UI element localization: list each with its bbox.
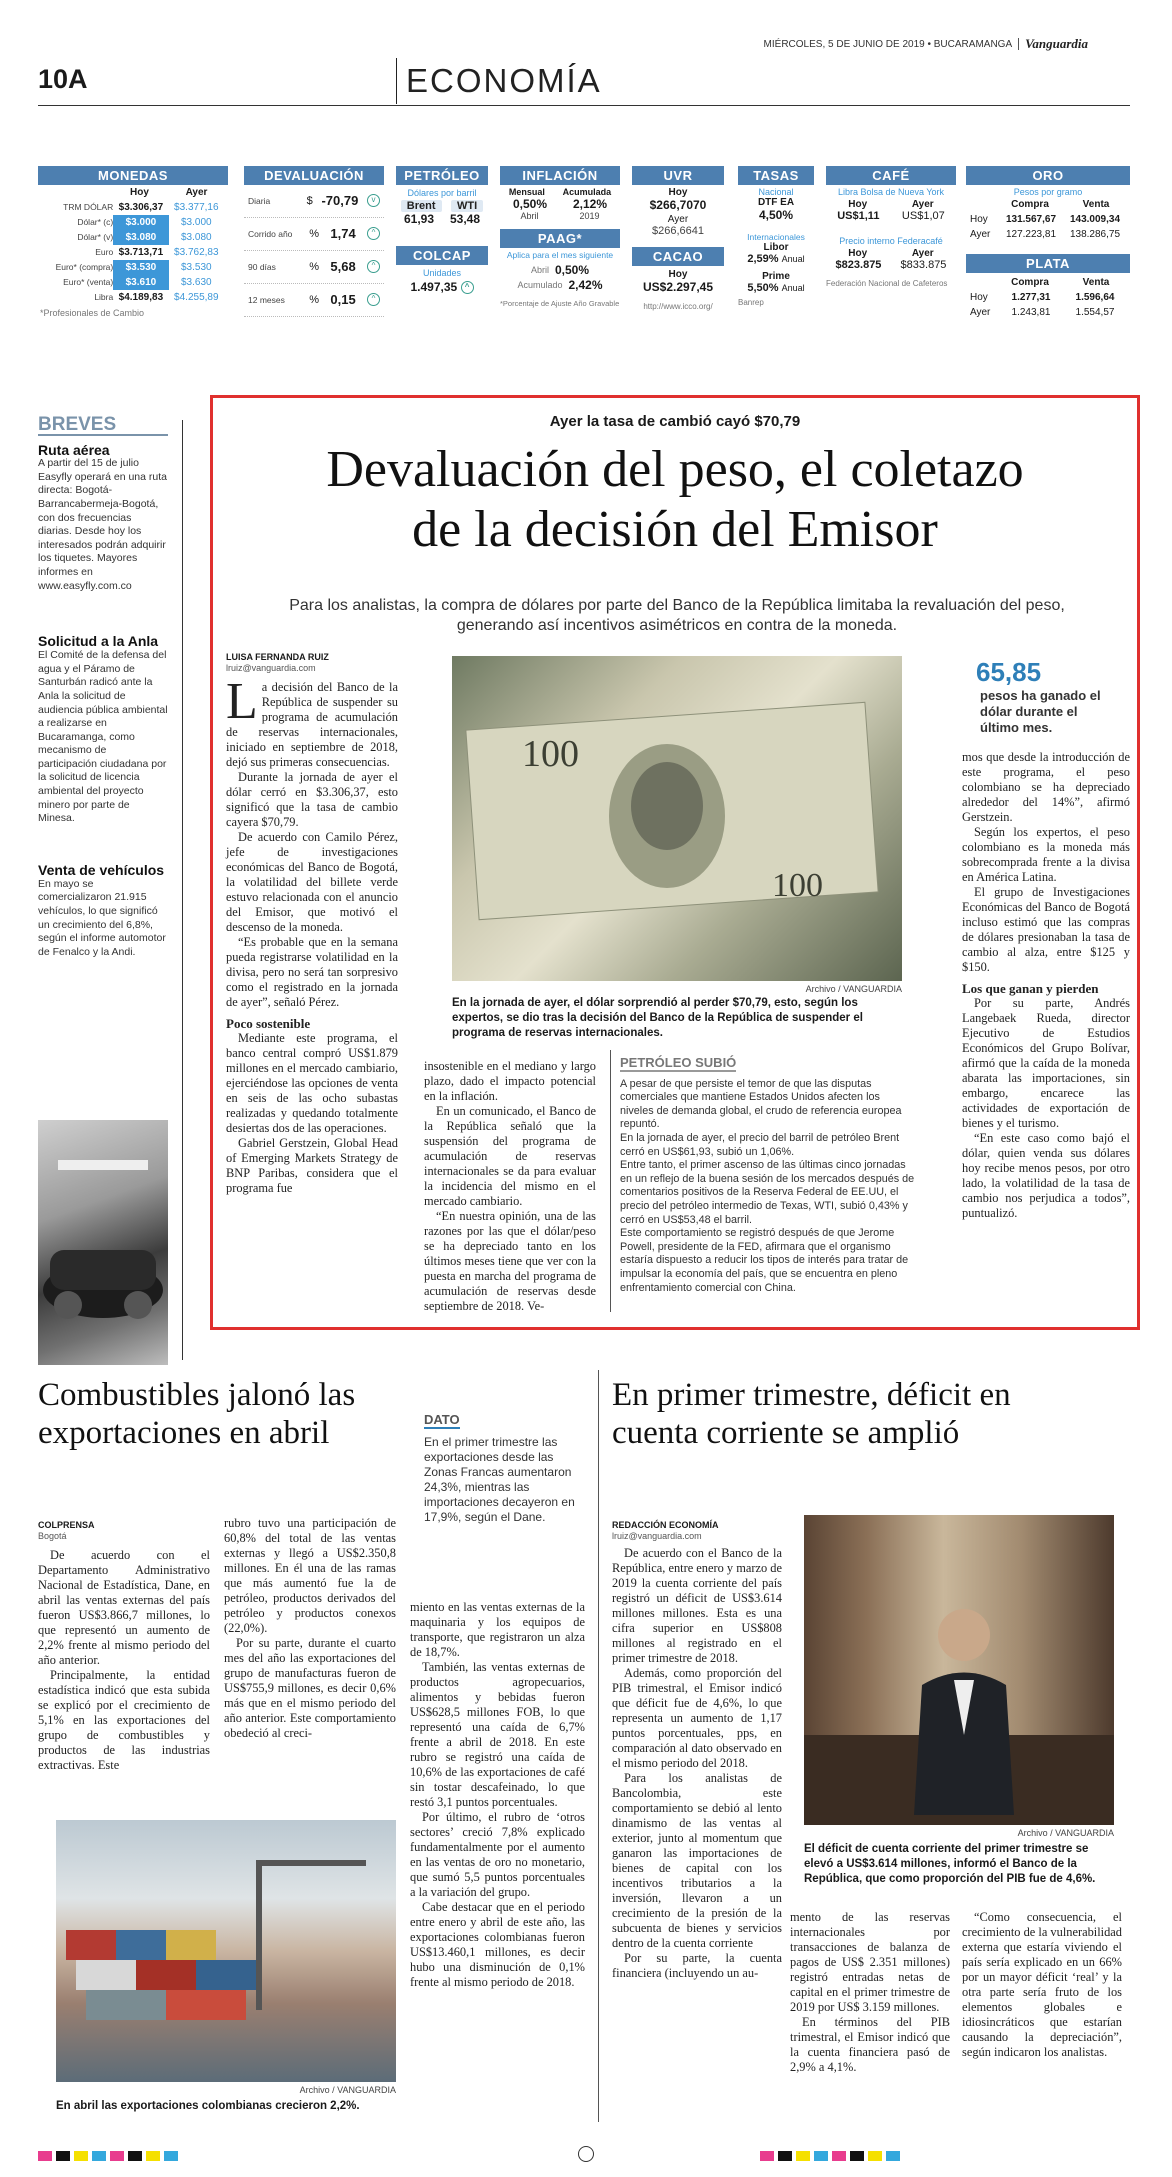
- deficit-col-1: [612, 1546, 782, 1981]
- libor-label: Libor: [763, 242, 789, 253]
- monedas-row-ayer: $3.377,16: [174, 202, 219, 213]
- dollar-bill-icon: [452, 656, 902, 981]
- main-author: LUISA FERNANDA RUIZ: [226, 652, 329, 662]
- deficit-byline: [612, 1520, 719, 1542]
- section-divider: [396, 58, 397, 104]
- inflacion-mensual: 0,50%: [512, 197, 548, 211]
- breve-3-title: Venta de vehículos: [38, 861, 165, 878]
- uvr-hoy: $266,7070: [649, 198, 707, 212]
- up-arrow-icon: ^: [367, 260, 380, 273]
- main-photo-caption: En la jornada de ayer, el dólar sorprendió al perder $70,79, esto, según los expertos, se dio tras la decisión del Banco de la República de suspender el programa de reservas internacionales.: [452, 997, 863, 1039]
- bottom-section-divider: [598, 1370, 599, 2122]
- main-headline-line1: Devaluación del peso, el coletazo: [326, 441, 1024, 498]
- box-p4: Este comportamiento se registró después de que Jerome Powell, presidente de la FED, afirmara que el organismo estaría dispuesto a reducir los tipos de interés para tratar de impulsar la economía del país, que se encuentra en pleno enfrentamiento comercial con China.: [620, 1227, 909, 1294]
- devaluacion-row-prefix: %: [309, 228, 320, 240]
- deficit-email: lruiz@vanguardia.com: [612, 1531, 702, 1541]
- petroleo-box-divider: [610, 1050, 611, 1312]
- brent-label: Brent: [401, 200, 442, 212]
- petroleo-title: PETRÓLEO: [396, 166, 488, 185]
- inflacion-title: INFLACIÓN: [500, 166, 620, 185]
- cafe-hoy2: $823.875: [835, 259, 882, 271]
- deficit-photo: [804, 1515, 1114, 1825]
- deficit-p6: En términos del PIB trimestral, el Emisor indicó que la cuenta financiera pasó de 2,9% a 4,1%.: [790, 2015, 950, 2074]
- main-p4: “Es probable que en la semana pueda registrarse volatilidad en la divisa, pero no será tan sorpresivo como el registrado en la jornada de ayer”, señaló Pérez.: [226, 935, 398, 1009]
- main-p3: De acuerdo con Camilo Pérez, jefe de investigaciones económicas del Banco de Bogotá, la volatilidad del billete verde estuvo relacionada con el anuncio del Emisor, que motivó el descenso de la moneda.: [226, 830, 398, 934]
- combustibles-author: COLPRENSA: [38, 1520, 95, 1530]
- devaluacion-row-prefix: %: [309, 261, 320, 273]
- breve-1-body: A partir del 15 de julio Easyfly operará en una ruta directa: Bogotá-Barrancabermeja-Bogotá, con dos frecuencias diarias. Desde hoy los interesados podrán adquirir los tiquetes. Mayores informes en www.easyfly.com.co: [38, 457, 167, 592]
- devaluacion-row-label: 12 meses: [248, 295, 285, 305]
- deficit-col-2: [790, 1910, 950, 2075]
- tasas-nacional: Nacional: [758, 187, 794, 197]
- box-p1: A pesar de que persiste el temor de que las disputas comerciales que mantiene Estados Unidos afecten los niveles de demanda global, el crudo de referencia europea repuntó.: [620, 1077, 902, 1131]
- monedas-row-label: Euro: [95, 247, 114, 257]
- combustibles-p6: También, las ventas externas de productos agropecuarios, alimentos y bebidas fueron US$628,5 millones FOB, lo que representó una caída de 6,7% frente a abril de 2018. En este rubro se registró una caída de 10,6% de las exportaciones de café sin tostar descafeinado, lo que restó 3,1 puntos porcentuales.: [410, 1660, 585, 1809]
- plata-venta-label: Venta: [1082, 277, 1110, 288]
- monedas-row-hoy: $3.530: [113, 260, 168, 275]
- wti-label: WTI: [451, 200, 483, 212]
- main-photo: [452, 656, 902, 981]
- inflacion-mes: Abril: [520, 211, 539, 221]
- monedas-row-label: TRM DÓLAR: [63, 202, 114, 212]
- main-p7: insostenible en el mediano y largo plazo, dado el impacto potencial en la inflación.: [424, 1059, 596, 1103]
- libor-unit: Anual: [781, 254, 805, 264]
- paag-acumulado: 2,42%: [568, 278, 603, 292]
- devaluacion-row: [244, 284, 384, 317]
- breve-3-body: En mayo se comercializaron 21.915 vehículos, lo que significó un crecimiento del 6,8%, según el informe automotor de Fenalco y la Andi.: [38, 877, 166, 958]
- main-subhead-2: Los que ganan y pierden: [962, 981, 1099, 996]
- man-in-suit-icon: [804, 1515, 1114, 1825]
- paag-sub: Aplica para el mes siguiente: [506, 250, 614, 260]
- inflacion-acumulada: 2,12%: [572, 197, 608, 211]
- combustibles-headline-line1: Combustibles jalonó las: [38, 1377, 356, 1413]
- wti-value: 53,48: [449, 212, 481, 226]
- plata-ayer-venta: 1.554,57: [1075, 307, 1115, 318]
- oro-ayer-venta: 138.286,75: [1069, 229, 1121, 240]
- cafe-ayer2-label: Ayer: [911, 248, 934, 259]
- deficit-photo-credit: Archivo / VANGUARDIA: [1017, 1828, 1114, 1838]
- svg-text:100: 100: [772, 867, 823, 904]
- monedas-row: [38, 290, 228, 305]
- plata-hoy-compra: 1.277,31: [1011, 292, 1051, 303]
- stat-value: 65,85: [976, 657, 1042, 687]
- monedas-row: [38, 215, 228, 230]
- inflacion-acumulada-label: Acumulada: [562, 187, 612, 197]
- cafe-sub2: Precio interno Federacafé: [839, 236, 943, 246]
- plata-hoy-label: Hoy: [970, 292, 988, 303]
- devaluacion-row: [244, 218, 384, 251]
- inflacion-mensual-label: Mensual: [508, 187, 545, 197]
- deficit-headline-line1: En primer trimestre, déficit en: [612, 1377, 1011, 1413]
- brand-logo: Vanguardia: [1025, 36, 1088, 51]
- petroleo-sidebar-title: PETRÓLEO SUBIÓ: [620, 1055, 737, 1070]
- uvr-ayer: $266,6641: [652, 225, 704, 237]
- combustibles-p3: rubro tuvo una participación de 60,8% del total de las ventas externas y llegó a US$2.350,8 millones. En él una de las ramas que más aumentó fue la de petróleo, productos derivados del petróleo y productos conexos (22,0%).: [224, 1516, 396, 1635]
- deficit-p4: Por su parte, la cuenta financiera (incluyendo un au-: [612, 1951, 782, 1980]
- devaluacion-title: DEVALUACIÓN: [244, 166, 384, 185]
- colcap-unit: Unidades: [422, 268, 462, 278]
- tasas-internacionales: Internacionales: [747, 232, 805, 242]
- oro-title: ORO: [966, 166, 1130, 185]
- plata-hoy-venta: 1.596,64: [1075, 292, 1115, 303]
- combustibles-photo-credit: Archivo / VANGUARDIA: [299, 2085, 396, 2095]
- drop-cap: L: [226, 673, 258, 730]
- main-deck: Para los analistas, la compra de dólares por parte del Banco de la República limitaba la revaluación del peso, generando así incentivos asimétricos en contra de la moneda.: [289, 597, 1065, 634]
- paag-abril: 0,50%: [554, 263, 590, 277]
- monedas-note: *Profesionales de Cambio: [40, 308, 145, 318]
- combustibles-headline-line2: exportaciones en abril: [38, 1415, 330, 1451]
- main-p14: “En este caso como bajó el dólar, quien venda sus dólares hoy recibe menos pesos, por otro lado, la volatilidad de la tasa de cambio nos perjudica a todos”, puntualizó.: [962, 1131, 1130, 1220]
- deficit-p7: “Como consecuencia, el crecimiento de la vulnerabilidad externa que estaría viviendo el país sería explicado en un 66% por un mayor déficit ‘real’ y la otra parte sería fruto de los elementos globales e idiosincráticos que estarían causando la depreciación”, según indicaron los analistas.: [962, 1910, 1122, 2059]
- main-p13: Por su parte, Andrés Langebaek Rueda, director Ejecutivo de Estudios Económicos del Grupo Bolívar, afirmó que la caída de la moneda abarata las importaciones, sin embargo, encarece las actividades de exportación de bienes y el turismo.: [962, 996, 1130, 1130]
- deficit-author: REDACCIÓN ECONOMÍA: [612, 1520, 719, 1530]
- monedas-row-hoy: $3.713,71: [118, 247, 164, 258]
- plata-title: PLATA: [966, 254, 1130, 273]
- main-p1: a decisión del Banco de la República de suspender su programa de acumulación de reservas internacionales, iniciado en septiembre de 2018, dejó sus primeras consecuencias.: [226, 680, 398, 769]
- cafe-hoy: US$1,11: [837, 210, 880, 222]
- oro-hoy-venta: 143.009,34: [1069, 214, 1121, 225]
- monedas-row-ayer: $3.080: [181, 232, 212, 243]
- plata-compra-label: Compra: [1011, 277, 1049, 288]
- cafe-ayer-label: Ayer: [911, 199, 934, 210]
- monedas-row: [38, 245, 228, 260]
- combustibles-p5: miento en las ventas externas de la maquinaria y los equipos de transporte, que registraron un alza de 18,7%.: [410, 1600, 585, 1659]
- main-kicker: Ayer la tasa de cambió cayó $70,79: [549, 413, 801, 430]
- monedas-row-label: Dólar* (c): [77, 217, 114, 227]
- deficit-photo-caption: El déficit de cuenta corriente del primer trimestre se elevó a US$3.614 millones, informó el Banco de la República, que como proporción del PIB fue de 4,6%.: [804, 1843, 1096, 1885]
- main-col-4: [962, 750, 1130, 1221]
- monedas-rows: [38, 200, 228, 305]
- oro-venta-label: Venta: [1082, 199, 1110, 210]
- paag-note: *Porcentaje de Ajuste Año Gravable: [500, 299, 620, 308]
- header-rule: [38, 105, 1130, 106]
- oro-ayer-label: Ayer: [970, 229, 991, 240]
- cacao-title: CACAO: [632, 247, 724, 266]
- devaluacion-row-value: 1,74: [330, 226, 356, 241]
- combustibles-p8: Cabe destacar que en el periodo entre enero y abril de este año, las exportaciones colombianas fueron US$13.460,1 millones, es decir hubo una disminución de 0,1% frente al mismo periodo de 2018.: [410, 1900, 585, 1989]
- tasas-box: [738, 166, 814, 349]
- devaluacion-row-label: 90 días: [248, 262, 276, 272]
- cafe-ayer: US$1,07: [901, 210, 945, 222]
- uvr-ayer-label: Ayer: [667, 214, 689, 225]
- libor-value: 2,59%: [747, 253, 779, 265]
- oro-box: [966, 166, 1130, 349]
- monedas-row-label: Euro* (compra): [55, 262, 114, 272]
- monedas-row-hoy: $3.080: [113, 230, 168, 245]
- box-p2: En la jornada de ayer, el precio del barril de petróleo Brent cerró en US$61,93, subió un 1,06%.: [620, 1131, 900, 1158]
- print-color-bar-left: [38, 2150, 182, 2164]
- combustibles-col-1: [38, 1548, 210, 1773]
- breve-1-title: Ruta aérea: [38, 441, 110, 458]
- deficit-headline-line2: cuenta corriente se amplió: [612, 1415, 960, 1451]
- dato-label: DATO: [424, 1412, 460, 1427]
- main-col-1: [226, 673, 398, 1196]
- inflacion-anio: 2019: [579, 211, 600, 221]
- colcap-title: COLCAP: [396, 246, 488, 265]
- paag-abril-label: Abril: [530, 265, 549, 275]
- oro-compra-label: Compra: [1011, 199, 1049, 210]
- tasas-title: TASAS: [738, 166, 814, 185]
- cafe-source: Federación Nacional de Cafeteros: [826, 279, 948, 288]
- devaluacion-row: [244, 251, 384, 284]
- monedas-row-ayer: $3.630: [181, 277, 212, 288]
- deficit-p5: mento de las reservas internacionales por transacciones de balanza de pagos de US$ 2.351 millones) registró entradas netas de capital en el primer trimestre de 2019 por US$ 3.159 millones.: [790, 1910, 950, 2014]
- monedas-row-ayer: $3.762,83: [174, 247, 219, 258]
- devaluacion-row-label: Corrido año: [248, 229, 293, 239]
- up-arrow-icon: ^: [461, 281, 474, 294]
- date-text: MIÉRCOLES, 5 DE JUNIO DE 2019 • BUCARAMANGA: [763, 38, 1013, 50]
- combustibles-p4: Por su parte, durante el cuarto mes del año las exportaciones del grupo de manufacturas fueron de US$755,9 millones, es decir 0,6% más que en el mismo periodo del año anterior. Este comportamiento obedeció al creci-: [224, 1636, 396, 1740]
- devaluacion-row-prefix: $: [306, 195, 313, 207]
- petroleo-box: [396, 166, 488, 349]
- up-arrow-icon: ^: [367, 293, 380, 306]
- main-photo-credit: Archivo / VANGUARDIA: [805, 984, 902, 994]
- dato-text: En el primer trimestre las exportaciones desde las Zonas Francas aumentaron 24,3%, mientras las importaciones decayeron en 17,9%, según el Dane.: [424, 1435, 575, 1524]
- inflacion-box: [500, 166, 620, 349]
- combustibles-byline: [38, 1520, 95, 1542]
- plata-ayer-compra: 1.243,81: [1011, 307, 1051, 318]
- combustibles-col-2: [224, 1516, 396, 1741]
- down-arrow-icon: v: [367, 194, 380, 207]
- monedas-box: [38, 166, 228, 349]
- petroleo-unit: Dólares por barril: [407, 188, 477, 198]
- main-p11: Según los expertos, el peso colombiano es la moneda más sobrecomprada frente a la divisa en América Latina.: [962, 825, 1130, 884]
- devaluacion-row-label: Diaria: [248, 196, 271, 206]
- cacao-source: http://www.icco.org/: [643, 302, 713, 311]
- paag-acumulado-label: Acumulado: [517, 280, 563, 290]
- dtf-label: DTF EA: [757, 197, 795, 208]
- paag-title: PAAG*: [500, 229, 620, 248]
- breves-car-photo: [38, 1120, 168, 1365]
- breves-divider: [182, 420, 183, 1360]
- deficit-p3: Para los analistas de Bancolombia, este comportamiento se debió al lento dinamismo de las ventas al exterior, junto al momentum que ganaron las importaciones de bienes de capital con los incentivos tributarios a la inversión, llevaron a un crecimiento de la presión de la subcuenta de bienes y servicios dentro de la cuenta corriente: [612, 1771, 782, 1950]
- stat-text: pesos ha ganado el dólar durante el último mes.: [980, 688, 1101, 735]
- combustibles-photo: [56, 1820, 396, 2082]
- cacao-hoy: US$2.297,45: [642, 280, 714, 294]
- main-p8: En un comunicado, el Banco de la República señaló que la suspensión del programa de acumulación de reservas internacionales se da para evaluar la incidencia del mismo en el mercado cambiario.: [424, 1104, 596, 1208]
- main-p10: mos que desde la introducción de este programa, el peso colombiano se ha depreciado alrededor del 14%”, afirmó Gerstzein.: [962, 750, 1130, 824]
- page-number: 10A: [38, 64, 88, 94]
- main-headline-line2: de la decisión del Emisor: [412, 501, 938, 558]
- brent-value: 61,93: [403, 212, 435, 226]
- combustibles-p1: De acuerdo con el Departamento Administrativo Nacional de Estadística, Dane, en abril las ventas externas del país fueron US$3.866,7 millones, lo que representó un aumento de 2,2% frente al mismo periodo del año anterior.: [38, 1548, 210, 1667]
- section-title: ECONOMÍA: [406, 62, 602, 99]
- oro-hoy-label: Hoy: [970, 214, 988, 225]
- devaluacion-row-value: 0,15: [330, 292, 356, 307]
- tasas-source: Banrep: [738, 298, 764, 307]
- uvr-hoy-label: Hoy: [668, 187, 688, 198]
- monedas-row: [38, 275, 228, 290]
- uvr-title: UVR: [632, 166, 724, 185]
- main-p2: Durante la jornada de ayer el dólar cerró en $3.306,37, esto significó que la tasa de cambio cayera $70,79.: [226, 770, 398, 829]
- monedas-title: MONEDAS: [38, 166, 228, 185]
- monedas-row-label: Euro* (venta): [63, 277, 114, 287]
- cafe-hoy-label: Hoy: [848, 199, 868, 210]
- main-p5: Mediante este programa, el banco central compró US$1.879 millones en el mercado cambiario, ejerciéndose las opciones de venta en seis de las ocho subastas realizadas y quedando totalmente desiertas dos de las operaciones.: [226, 1031, 398, 1135]
- oro-sub: Pesos por gramo: [1013, 187, 1083, 197]
- combustibles-place: Bogotá: [38, 1531, 67, 1541]
- container-ship-icon: [56, 1820, 396, 2082]
- oro-hoy-compra: 131.567,67: [1005, 214, 1057, 225]
- up-arrow-icon: ^: [367, 227, 380, 240]
- dtf-value: 4,50%: [758, 208, 794, 222]
- petroleo-sidebar: [620, 1056, 915, 1295]
- monedas-row-hoy: $3.306,37: [118, 202, 164, 213]
- main-headline: [210, 440, 1140, 560]
- deficit-col-3: [962, 1910, 1122, 2060]
- deficit-p1: De acuerdo con el Banco de la República, entre enero y marzo de 2019 la cuenta corriente del país registró un déficit de US$3.614 millones millones. Esta es una cifra superior en US$808 millones al registrado en el primer trimestre de 2018.: [612, 1546, 782, 1665]
- devaluacion-box: [244, 166, 384, 349]
- prime-value: 5,50%: [747, 282, 779, 294]
- combustibles-p7: Por último, el rubro de ‘otros sectores’ creció 7,8% explicado fundamentalmente por el aumento en las ventas de oro no monetario, que sumó 5,5 puntos porcentuales a la variación del grupo.: [410, 1810, 585, 1899]
- main-email: lruiz@vanguardia.com: [226, 663, 316, 673]
- prime-unit: Anual: [781, 283, 805, 293]
- date-line: [764, 36, 1088, 52]
- main-stat: [976, 657, 1116, 736]
- combustibles-photo-caption: En abril las exportaciones colombianas crecieron 2,2%.: [56, 2100, 360, 2112]
- colcap-value: 1.497,35: [410, 280, 458, 294]
- monedas-row-ayer: $3.000: [181, 217, 212, 228]
- monedas-row-label: Dólar* (v): [77, 232, 114, 242]
- cafe-title: CAFÉ: [826, 166, 956, 185]
- breves-column: [38, 414, 168, 959]
- monedas-row: [38, 260, 228, 275]
- print-color-bar-right: [760, 2150, 904, 2164]
- monedas-col-ayer: Ayer: [185, 187, 208, 198]
- cafe-box: [826, 166, 956, 349]
- devaluacion-row-value: -70,79: [321, 193, 359, 208]
- monedas-row-hoy: $3.610: [113, 275, 168, 290]
- devaluacion-row-prefix: %: [309, 294, 320, 306]
- monedas-row: [38, 200, 228, 215]
- monedas-row-hoy: $3.000: [113, 215, 168, 230]
- combustibles-col-3: [410, 1600, 585, 1990]
- main-col-2: [424, 1059, 596, 1314]
- main-p9: “En nuestra opinión, una de las razones por las que el dólar/peso se ha depreciado tanto en los últimos meses tiene que ver con la puesta en marcha del programa de acumulación de reservas desde septiembre de 2018. Ve-: [424, 1209, 596, 1313]
- uvr-box: [632, 166, 724, 349]
- cafe-sub1: Libra Bolsa de Nueva York: [837, 187, 945, 197]
- cacao-hoy-label: Hoy: [668, 269, 688, 280]
- devaluacion-rows: [244, 185, 384, 317]
- oro-ayer-compra: 127.223,81: [1005, 229, 1057, 240]
- prime-label: Prime: [762, 271, 790, 282]
- dato-box: [424, 1412, 584, 1525]
- monedas-row-label: Libra: [94, 292, 114, 302]
- car-icon: [38, 1120, 168, 1365]
- monedas-col-hoy: Hoy: [130, 187, 149, 198]
- devaluacion-row-value: 5,68: [330, 259, 356, 274]
- monedas-row-ayer: $4.255,89: [174, 292, 219, 303]
- main-p12: El grupo de Investigaciones Económicas del Banco de Bogotá incluso estimó que las compras de dólares presionaban la tasa de cambio al alza, entre $125 y $150.: [962, 885, 1130, 974]
- main-subhead-1: Poco sostenible: [226, 1016, 311, 1031]
- cafe-hoy2-label: Hoy: [848, 248, 868, 259]
- deficit-headline: [612, 1376, 1132, 1452]
- combustibles-p2: Principalmente, la entidad estadística indicó que esta subida se explicó por el crecimiento de 5,1% en las exportaciones del grupo de combustibles y productos de las industrias extractivas. Este: [38, 1668, 210, 1772]
- deficit-p2: Además, como proporción del PIB trimestral, el Emisor indicó que déficit fue de 4,6%, lo que representa un aumento de 1,17 puntos porcentuales, pps, en comparación al dato observado en el mismo periodo del 2018.: [612, 1666, 782, 1770]
- devaluacion-row: [244, 185, 384, 218]
- svg-text:100: 100: [522, 733, 579, 775]
- breves-title: BREVES: [38, 418, 168, 436]
- registration-mark-icon: [578, 2146, 594, 2162]
- monedas-row-hoy: $4.189,83: [118, 292, 164, 303]
- combustibles-headline: [38, 1376, 438, 1452]
- cafe-ayer2: $833.875: [900, 259, 947, 271]
- plata-ayer-label: Ayer: [970, 307, 991, 318]
- breve-2-title: Solicitud a la Anla: [38, 633, 159, 650]
- monedas-row-ayer: $3.530: [181, 262, 212, 273]
- main-byline: [226, 652, 329, 674]
- box-p3: Entre tanto, el primer ascenso de las últimas cinco jornadas en un reflejo de la buena sesión de los mercados después de comentarios positivos de la Reserva Federal de EE.UU, el precio del petróleo intermedio de Texas, WTI, subió 0,43% y cerró en US$53,48 el barril.: [620, 1159, 915, 1226]
- breve-2-body: El Comité de la defensa del agua y el Páramo de Santurbán radicó ante la Anla la solicitud de audiencia pública ambiental a realizarse en Bucaramanga, como mecanismo de participación ciudadana por la solicitud de licencia ambiental del proyecto minero por parte de Minesa.: [38, 649, 168, 825]
- monedas-row: [38, 230, 228, 245]
- main-p6: Gabriel Gerstzein, Global Head of Emerging Markets Strategy de BNP Paribas, considera que el programa fue: [226, 1136, 398, 1195]
